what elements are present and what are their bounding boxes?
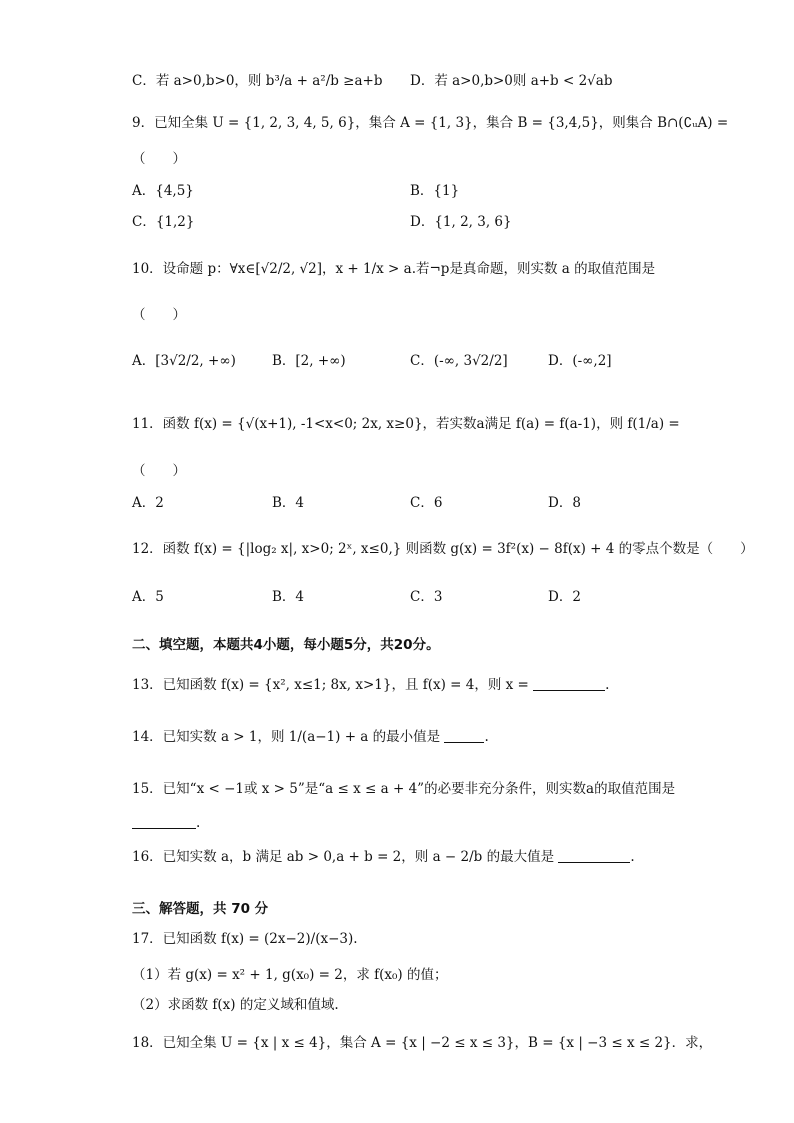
- question-17: 17．已知函数 f(x) = (2x−2)/(x−3).: [132, 931, 358, 947]
- answer-parens: （ ）: [132, 307, 186, 323]
- question-17-part-1: （1）若 g(x) = x² + 1, g(x₀) = 2，求 f(x₀) 的值；: [132, 967, 448, 983]
- question-13: 13．已知函数 f(x) = {x², x≤1; 8x, x>1}，且 f(x) = 4，则 x = .: [132, 677, 610, 693]
- answer-blank[interactable]: [533, 676, 605, 691]
- q11-option-b: B．4: [272, 495, 305, 511]
- question-14: 14．已知实数 a > 1，则 1/(a−1) + a 的最小值是 .: [132, 729, 489, 745]
- q10-option-b: B．[2, +∞): [272, 353, 346, 369]
- section-2-heading: 二、填空题，本题共4小题，每小题5分，共20分。: [132, 637, 440, 653]
- question-11: 11．函数 f(x) = {√(x+1), -1<x<0; 2x, x≥0}，若实数a满足 f(a) = f(a-1)，则 f(1/a) =: [132, 416, 680, 432]
- q10-option-a: A．[3√2/2, +∞): [132, 353, 236, 369]
- q8-option-d: D．若 a>0,b>0则 a+b < 2√ab: [410, 73, 613, 89]
- question-15-blank-line: .: [132, 814, 200, 832]
- q12-option-d: D．2: [548, 589, 581, 605]
- q9-option-d: D．{1, 2, 3, 6}: [410, 214, 512, 230]
- q10-option-c: C．(-∞, 3√2/2]: [410, 353, 508, 369]
- section-3-heading: 三、解答题，共 70 分: [132, 901, 269, 917]
- question-13-text: 13．已知函数 f(x) = {x², x≤1; 8x, x>1}，且 f(x) = 4，则 x =: [132, 677, 529, 693]
- q8-option-c: C．若 a>0,b>0，则 b³/a + a²/b ≥a+b: [132, 73, 383, 89]
- q11-option-d: D．8: [548, 495, 581, 511]
- q12-option-a: A．5: [132, 589, 164, 605]
- answer-blank[interactable]: [558, 848, 630, 863]
- answer-parens: （ ）: [132, 151, 186, 167]
- answer-blank[interactable]: [132, 814, 196, 829]
- answer-parens: （ ）: [132, 463, 186, 479]
- q12-option-c: C．3: [410, 589, 443, 605]
- q11-option-c: C．6: [410, 495, 443, 511]
- q9-option-a: A．{4,5}: [132, 183, 194, 199]
- question-14-text: 14．已知实数 a > 1，则 1/(a−1) + a 的最小值是: [132, 729, 441, 745]
- q11-option-a: A．2: [132, 495, 164, 511]
- question-16-text: 16．已知实数 a，b 满足 ab > 0,a + b = 2，则 a − 2/b 的最大值是: [132, 849, 555, 865]
- question-15: 15．已知“x < −1或 x > 5”是“a ≤ x ≤ a + 4”的必要非充分条件，则实数a的取值范围是: [132, 781, 676, 797]
- q12-option-b: B．4: [272, 589, 305, 605]
- question-18: 18．已知全集 U = {x | x ≤ 4}，集合 A = {x | −2 ≤ x ≤ 3}，B = {x | −3 ≤ x ≤ 2}．求，: [132, 1035, 713, 1051]
- question-16: 16．已知实数 a，b 满足 ab > 0,a + b = 2，则 a − 2/b 的最大值是 .: [132, 849, 635, 865]
- answer-blank[interactable]: [444, 728, 484, 743]
- question-17-part-2: （2）求函数 f(x) 的定义域和值域.: [132, 997, 339, 1013]
- q9-option-b: B．{1}: [410, 183, 460, 199]
- question-10: 10．设命题 p：∀x∈[√2/2, √2]，x + 1/x > a.若¬p是真命题，则实数 a 的取值范围是: [132, 261, 656, 277]
- question-12: 12．函数 f(x) = {|log₂ x|, x>0; 2ˣ, x≤0,} 则函数 g(x) = 3f²(x) − 8f(x) + 4 的零点个数是（ ）: [132, 541, 754, 557]
- question-9: 9．已知全集 U = {1, 2, 3, 4, 5, 6}，集合 A = {1, 3}，集合 B = {3,4,5}，则集合 B∩(∁ᵤA) =: [132, 115, 729, 131]
- q9-option-c: C．{1,2}: [132, 214, 195, 230]
- q10-option-d: D．(-∞,2]: [548, 353, 612, 369]
